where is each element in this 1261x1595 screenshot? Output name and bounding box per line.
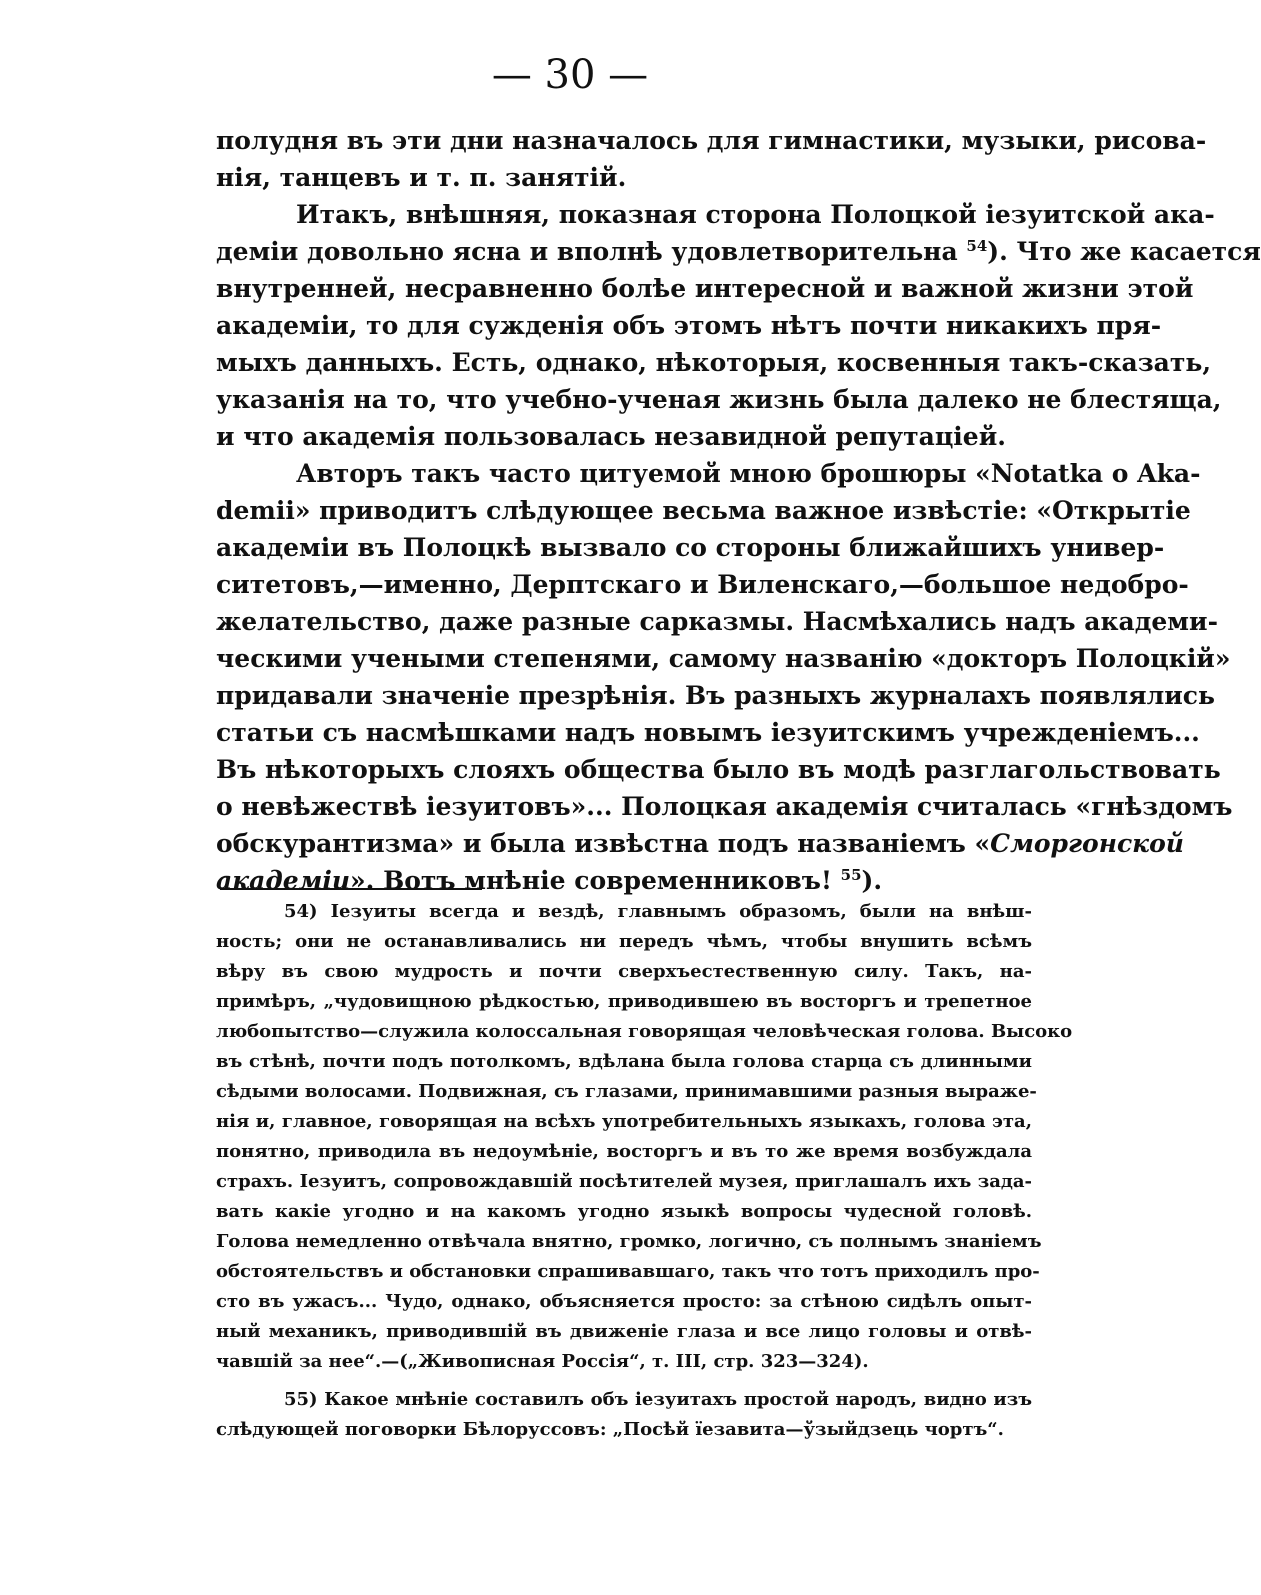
text-line: мыхъ данныхъ. Есть, однако, нѣкоторыя, косвенныя такъ-сказать, [216,348,1212,377]
footnote-line: вать какіе угодно и на какомъ угодно языкѣ вопросы чудесной головѣ. [216,1201,1032,1222]
text-line [216,862,1032,899]
text-line [216,233,1261,270]
text-line: академіи въ Полоцкѣ вызвало со стороны ближайшихъ универ- [216,533,1165,562]
footnote-line: страхъ. Іезуитъ, сопровождавшій посѣтителей музея, приглашалъ ихъ зада- [216,1171,1032,1192]
page-number: — 30 — [491,52,649,98]
footnote-line: нія и, главное, говорящая на всѣхъ употребительныхъ языкахъ, голова эта, [216,1111,1032,1132]
text-fragment: обскурантизма» и была извѣстна подъ названіемъ « [216,829,991,858]
text-line: нія, танцевъ и т. п. занятій. [216,163,627,192]
footnote-line: ность; они не останавливались ни передъ чѣмъ, чтобы внушить всѣмъ [216,931,1032,952]
text-line: внутренней, несравненно болѣе интересной и важной жизни этой [216,274,1194,303]
main-text [216,122,1261,899]
text-line: Въ нѣкоторыхъ слояхъ общества было въ модѣ разглагольствовать [216,755,1221,784]
text-line: статьи съ насмѣшками надъ новымъ іезуитскимъ учрежденіемъ... [216,718,1200,747]
footnote-line: любопытство—служила колоссальная говорящая человѣческая голова. Высоко [216,1021,1073,1042]
footnotes [216,897,1073,1445]
text-line [216,825,1184,862]
footnote-line: чавшій за нее“.—(„Живописная Россія“, т. III, стр. 323—324). [216,1351,869,1372]
text-fragment: ). Что же касается [987,237,1261,266]
footnote-line: сѣдыми волосами. Подвижная, съ глазами, принимавшими разныя выраже- [216,1081,1037,1102]
text-line: полудня въ эти дни назначалось для гимнастики, музыки, рисова- [216,126,1207,155]
footnote-line: примѣръ, „чудовищною рѣдкостью, приводившею въ восторгъ и трепетное [216,991,1032,1012]
footnote-line: въ стѣнѣ, почти подъ потолкомъ, вдѣлана была голова старца съ длинными [216,1051,1032,1072]
footnote-line: сто въ ужасъ... Чудо, однако, объясняется просто: за стѣною сидѣлъ опыт- [216,1291,1032,1312]
footnote-line: ный механикъ, приводившій въ движеніе глаза и все лицо головы и отвѣ- [216,1321,1032,1342]
text-line: ческими учеными степенями, самому названію «докторъ Полоцкій» [216,644,1231,673]
footnote-line: слѣдующей поговорки Бѣлоруссовъ: „Посѣй їезавита—ўзыйдзець чортъ“. [216,1419,1004,1440]
italic-text: академіи [216,866,351,895]
footnote-line: Голова немедленно отвѣчала внятно, громко, логично, съ полнымъ знаніемъ [216,1231,1042,1252]
text-line: придавали значеніе презрѣнія. Въ разныхъ журналахъ появлялись [216,681,1215,710]
italic-text: Сморгонской [990,829,1184,858]
text-line: академіи, то для сужденія объ этомъ нѣтъ почти никакихъ пря- [216,311,1162,340]
text-line: ситетовъ,—именно, Дерптскаго и Виленскаго,—большое недобро- [216,570,1189,599]
footnote-divider [220,888,482,890]
text-fragment: ). [861,866,883,895]
text-line: желательство, даже разные сарказмы. Насмѣхались надъ академи- [216,607,1218,636]
footnote-gap [216,1377,1032,1385]
footnote-ref-54: 54 [966,237,988,255]
footnote-line: вѣру въ свою мудрость и почти сверхъестественную силу. Такъ, на- [216,961,1032,982]
footnote-line: понятно, приводила въ недоумѣніе, восторгъ и въ то же время возбуждала [216,1141,1032,1162]
footnote-line: 54) Іезуиты всегда и вездѣ, главнымъ образомъ, были на внѣш- [284,901,1032,922]
text-fragment: деміи довольно ясна и вполнѣ удовлетворительна [216,237,958,266]
text-line: о невѣжествѣ іезуитовъ»... Полоцкая академія считалась «гнѣздомъ [216,792,1233,821]
text-line: Авторъ такъ часто цитуемой мною брошюры «Notatka o Aka- [296,459,1201,488]
text-line: Итакъ, внѣшняя, показная сторона Полоцкой іезуитской ака- [296,200,1215,229]
text-line: и что академія пользовалась незавидной репутаціей. [216,422,1006,451]
footnote-line: 55) Какое мнѣніе составилъ объ іезуитахъ простой народъ, видно изъ [284,1389,1032,1410]
text-fragment: ». Вотъ мнѣніе современниковъ! [350,866,832,895]
text-line: указанія на то, что учебно-ученая жизнь была далеко не блестяща, [216,385,1222,414]
footnote-ref-55: 55 [840,866,862,884]
text-line: demii» приводитъ слѣдующее весьма важное извѣстіе: «Открытіе [216,496,1191,525]
footnote-line: обстоятельствъ и обстановки спрашивавшаго, такъ что тотъ приходилъ про- [216,1261,1040,1282]
